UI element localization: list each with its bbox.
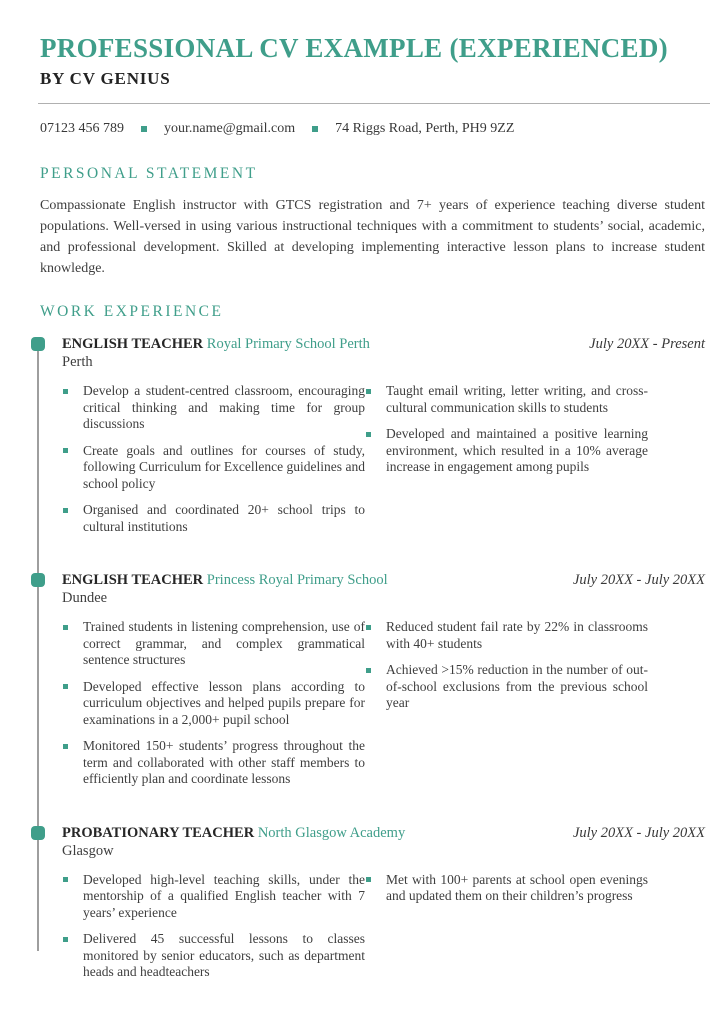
job-header xyxy=(62,824,705,842)
bullet-icon xyxy=(366,432,371,437)
bullet-item: Achieved >15% reduction in the number of out-of-school exclusions from the previous school year xyxy=(365,662,648,712)
bullet-item: Create goals and outlines for courses of study, following Curriculum for Excellence guidelines and school policy xyxy=(62,443,365,493)
bullet-icon xyxy=(63,448,68,453)
bullet-list-right xyxy=(365,872,648,991)
bullet-icon xyxy=(366,877,371,882)
bullet-icon xyxy=(366,668,371,673)
job-company: Princess Royal Primary School xyxy=(206,572,388,588)
job-location: Glasgow xyxy=(62,842,114,859)
byline: BY CV GENIUS xyxy=(40,69,171,88)
job-location: Dundee xyxy=(62,590,108,606)
job-company: Royal Primary School Perth xyxy=(206,336,370,352)
separator-square-icon xyxy=(141,126,147,132)
timeline-marker-icon xyxy=(31,337,45,351)
header-divider xyxy=(38,103,710,104)
job-role: PROBATIONARY TEACHER xyxy=(62,824,255,841)
job-header xyxy=(62,335,705,353)
job-title xyxy=(62,335,370,353)
bullet-icon xyxy=(63,684,68,689)
bullet-item: Met with 100+ parents at school open evenings and updated them on their children’s progress xyxy=(365,872,648,905)
job-role: ENGLISH TEACHER xyxy=(62,572,204,588)
job-company: North Glasgow Academy xyxy=(257,824,406,841)
bullet-item: Developed high-level teaching skills, under the mentorship of a qualified English teacher with 7 years’ experience xyxy=(62,872,365,922)
job-dates: July 20XX - July 20XX xyxy=(572,824,705,841)
job-title xyxy=(62,571,388,589)
job-location: Perth xyxy=(62,354,93,370)
job-header xyxy=(62,571,705,589)
bullet-list-right xyxy=(365,619,648,798)
bullet-list-left xyxy=(62,383,365,545)
phone-text: 07123 456 789 xyxy=(40,121,124,136)
bullet-list-left xyxy=(62,619,365,798)
bullet-icon xyxy=(63,744,68,749)
work-experience-heading: WORK EXPERIENCE xyxy=(40,303,224,320)
job-role: ENGLISH TEACHER xyxy=(62,336,204,352)
job-dates: July 20XX - Present xyxy=(589,336,705,352)
separator-square-icon xyxy=(312,126,318,132)
bullet-item: Monitored 150+ students’ progress throughout the term and collaborated with other staff members to efficiently plan and coordinate lessons xyxy=(62,738,365,788)
bullet-item: Organised and coordinated 20+ school trips to cultural institutions xyxy=(62,502,365,535)
job-entry xyxy=(0,824,724,991)
bullet-item: Delivered 45 successful lessons to classes monitored by senior educators, such as department heads and headteachers xyxy=(62,931,365,981)
personal-statement-heading: PERSONAL STATEMENT xyxy=(40,165,258,182)
personal-statement-body: Compassionate English instructor with GTCS registration and 7+ years of experience teaching diverse student populations. Well-versed in using various instructional techniques with a commitment to students’ social, academic, and professional development. Skilled at developing implementing interactive lesson plans to increase student knowledge. xyxy=(40,198,705,276)
bullet-item: Trained students in listening comprehension, use of correct grammar, and complex grammatical sentence structures xyxy=(62,619,365,669)
bullet-icon xyxy=(63,937,68,942)
job-entry xyxy=(0,571,724,798)
bullet-icon xyxy=(63,625,68,630)
timeline-marker-icon xyxy=(31,573,45,587)
bullet-item: Taught email writing, letter writing, and cross-cultural communication skills to students xyxy=(365,383,648,416)
job-dates: July 20XX - July 20XX xyxy=(572,572,705,588)
bullet-list-left xyxy=(62,872,365,991)
job-bullet-columns xyxy=(62,383,705,545)
bullet-icon xyxy=(63,877,68,882)
page-title: PROFESSIONAL CV EXAMPLE (EXPERIENCED) xyxy=(40,33,668,63)
job-bullet-columns xyxy=(62,872,705,991)
bullet-item: Developed effective lesson plans according to curriculum objectives and helped pupils prepare for examinations in a 2,000+ pupil school xyxy=(62,679,365,729)
bullet-item: Developed and maintained a positive learning environment, which resulted in a 10% average increase in engagement among pupils xyxy=(365,426,648,476)
address-text: 74 Riggs Road, Perth, PH9 9ZZ xyxy=(335,121,515,136)
bullet-list-right xyxy=(365,383,648,545)
bullet-icon xyxy=(366,389,371,394)
contact-row xyxy=(40,120,705,137)
bullet-icon xyxy=(63,508,68,513)
bullet-icon xyxy=(63,389,68,394)
bullet-item: Develop a student-centred classroom, encouraging critical thinking and making time for group discussions xyxy=(62,383,365,433)
job-entry xyxy=(0,335,724,545)
job-bullet-columns xyxy=(62,619,705,798)
work-experience-timeline xyxy=(0,335,724,991)
bullet-icon xyxy=(366,625,371,630)
job-title xyxy=(62,824,405,842)
email-text: your.name@gmail.com xyxy=(164,121,296,136)
timeline-marker-icon xyxy=(31,826,45,840)
bullet-item: Reduced student fail rate by 22% in classrooms with 40+ students xyxy=(365,619,648,652)
